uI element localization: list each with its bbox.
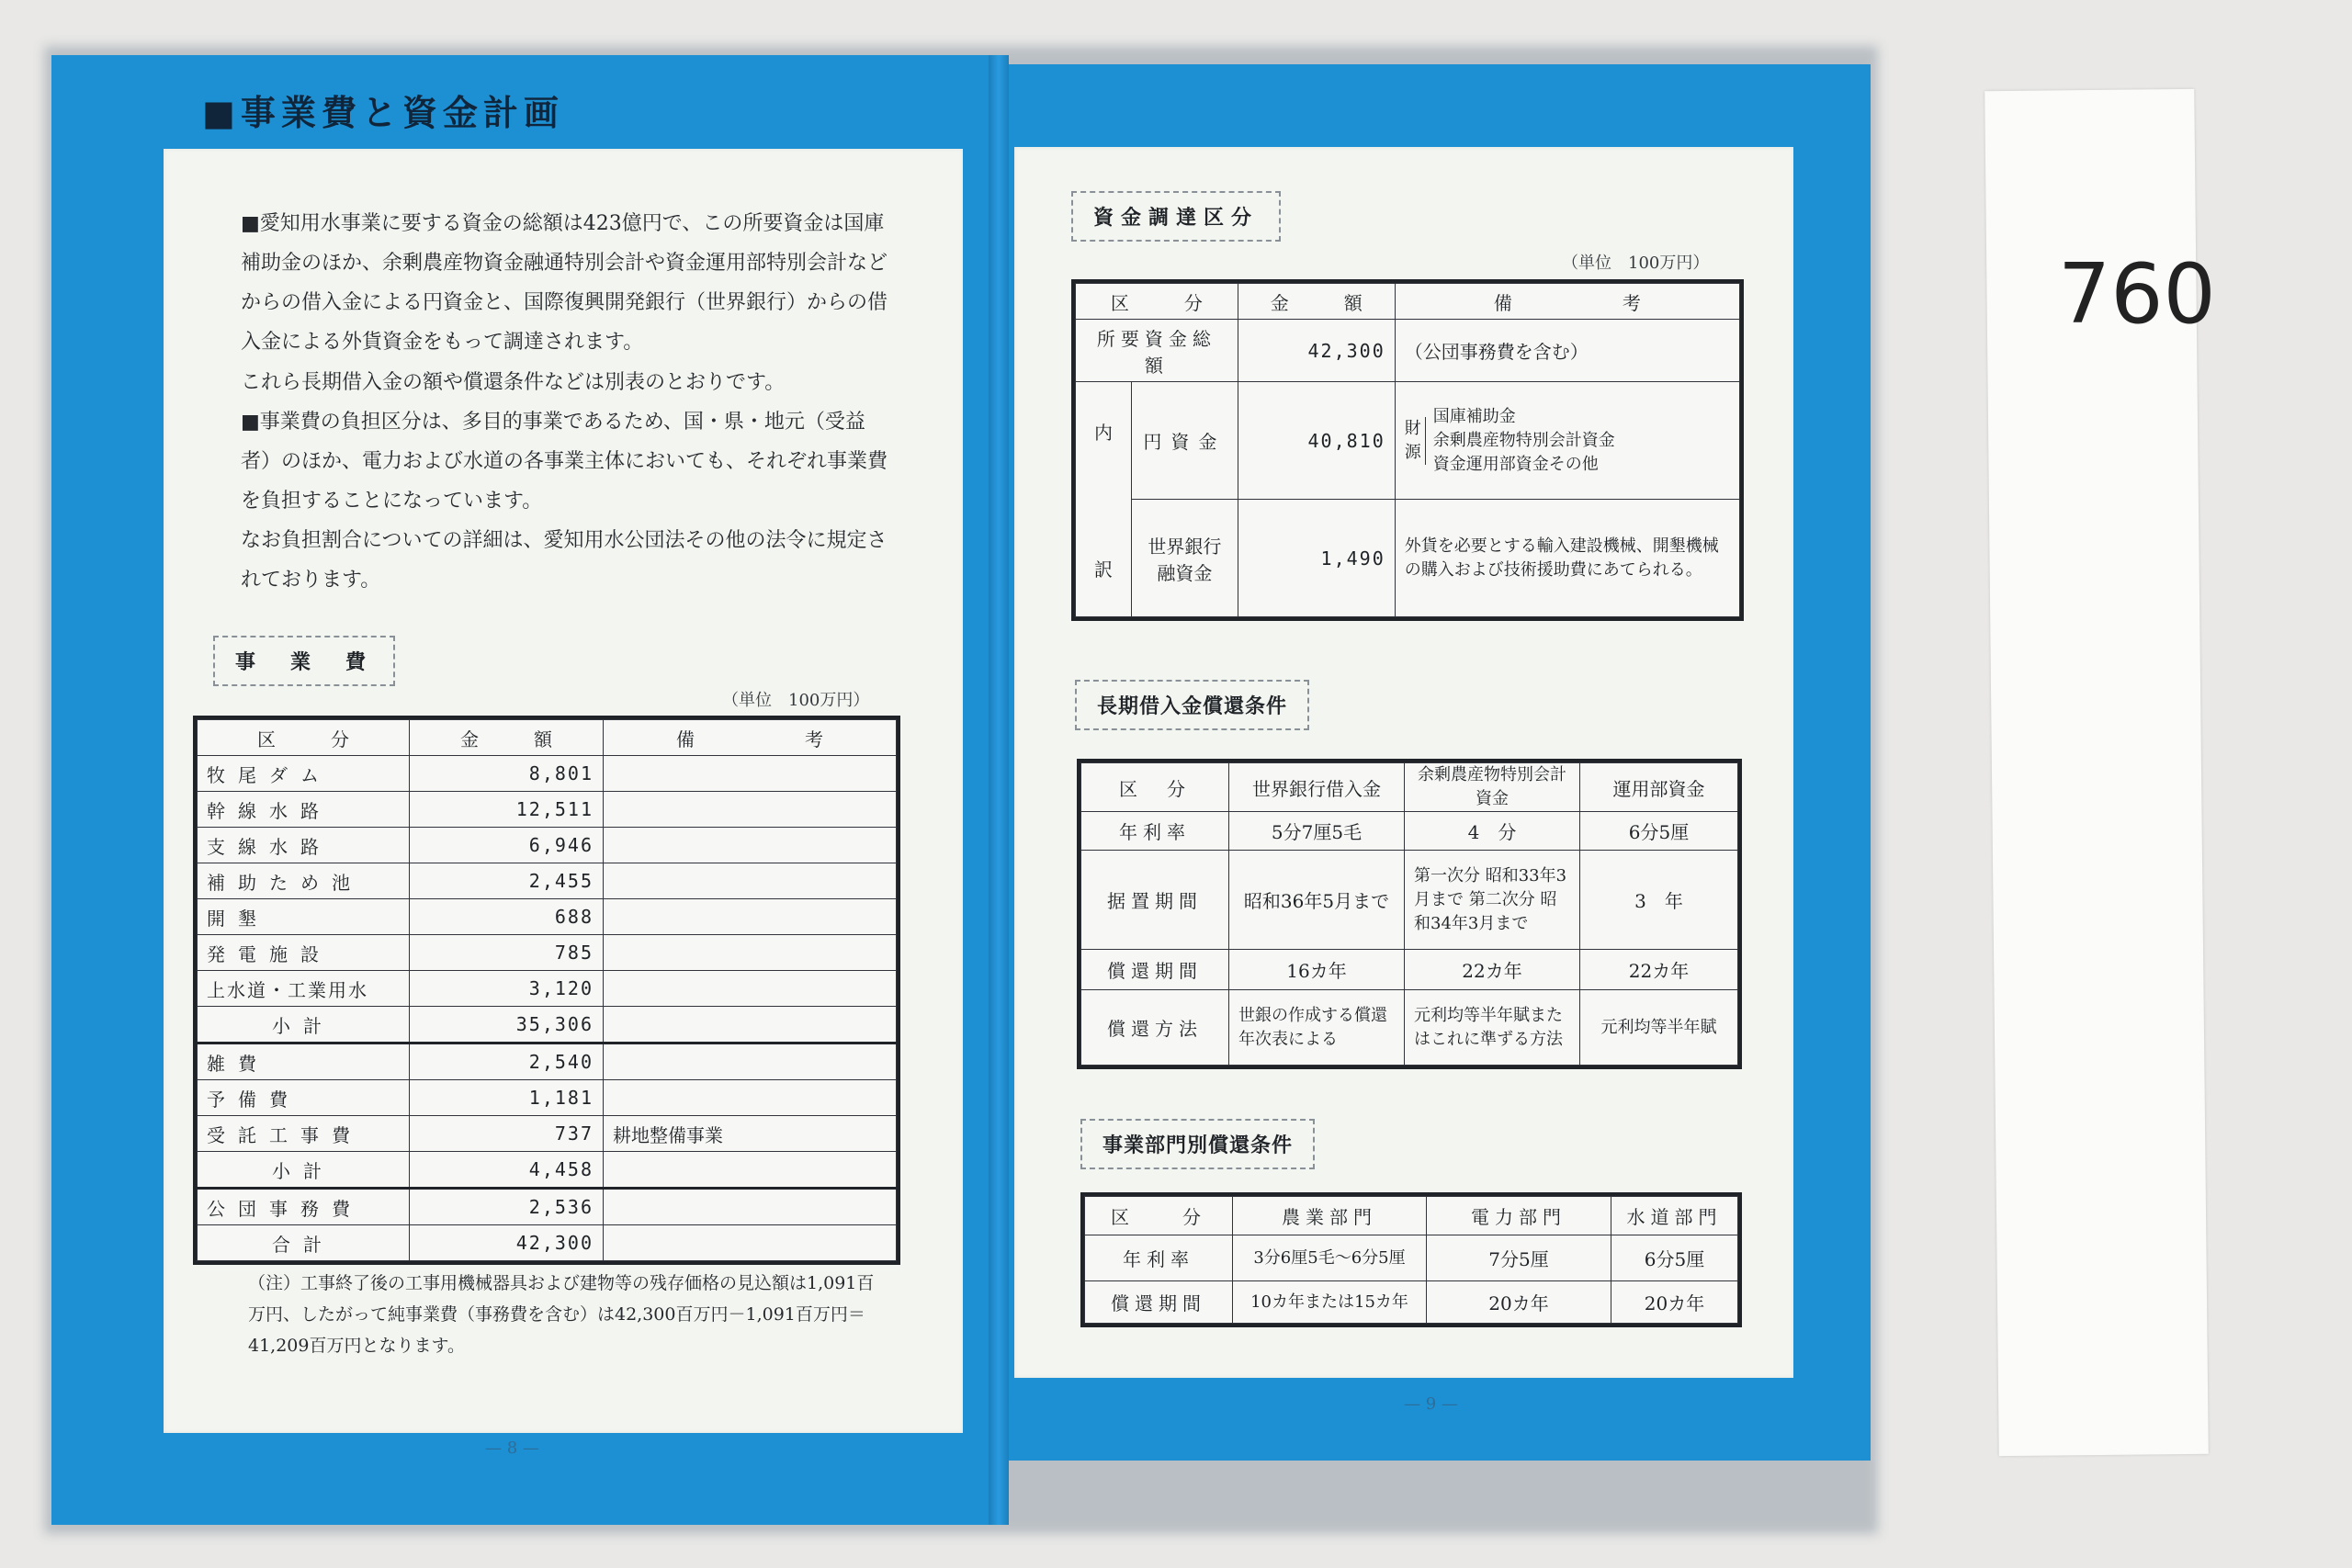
- row-name: 予備費: [198, 1080, 410, 1116]
- table-row: [198, 971, 897, 1007]
- row-amount: 35,306: [410, 1007, 604, 1043]
- table-row: [1081, 812, 1738, 851]
- header-cell: 区 分: [1081, 763, 1229, 812]
- row-cell: 4 分: [1405, 812, 1580, 851]
- row-cell: 6分5厘: [1611, 1235, 1738, 1281]
- row-amount: 1,181: [410, 1080, 604, 1116]
- row-name: 円資金: [1132, 382, 1238, 500]
- table-header-row: [1081, 763, 1738, 812]
- row-cell: 5分7厘5毛: [1229, 812, 1405, 851]
- table-row: [1076, 320, 1740, 382]
- paragraph-burden: ■事業費の負担区分は、多目的事業であるため、国・県・地元（受益者）のほか、電力および水道の各事業主体においても、それぞれ事業費を負担することになっています。: [241, 411, 888, 513]
- row-remark: [604, 863, 897, 899]
- row-name: 小計: [198, 1007, 410, 1043]
- breakdown-label-top: 内: [1094, 421, 1113, 444]
- row-remark: [604, 971, 897, 1007]
- loan-terms-table: [1080, 762, 1738, 1066]
- row-amount: 2,536: [410, 1189, 604, 1225]
- row-remark: [1395, 382, 1739, 500]
- row-cell: 22カ年: [1405, 950, 1580, 990]
- table-row: [198, 1080, 897, 1116]
- row-cell: 3 年: [1580, 851, 1738, 950]
- table-row: [1076, 382, 1740, 500]
- header-cell: 区 分: [1085, 1197, 1233, 1235]
- booklet-spine: [989, 55, 1009, 1525]
- row-name: 雑費: [198, 1043, 410, 1080]
- paragraph-ratio: なお負担割合についての詳細は、愛知用水公団法その他の法令に規定されております。: [241, 529, 888, 592]
- table-row: [1085, 1235, 1738, 1281]
- table-row: [198, 935, 897, 971]
- paragraph-table-ref: これら長期借入金の額や償還条件などは別表のとおりです。: [241, 371, 786, 394]
- paragraph-funding: ■愛知用水事業に要する資金の総額は423億円で、この所要資金は国庫補助金のほか、余剰農産物資金融通特別会計や資金運用部特別会計などからの借入金による円資金と、国際復興開発銀行（世界銀行）からの借入金による外貨資金をもって調達されます。: [241, 212, 888, 354]
- funding-label: 資金調達区分: [1071, 191, 1281, 242]
- row-remark: [604, 935, 897, 971]
- header-cell: 電力部門: [1427, 1197, 1611, 1235]
- row-cell: 第一次分 昭和33年3月まで 第二次分 昭和34年3月まで: [1405, 851, 1580, 950]
- row-remark: 外貨を必要とする輸入建設機械、開墾機械の購入および技術援助費にあてられる。: [1395, 500, 1739, 617]
- row-amount: 737: [410, 1116, 604, 1152]
- header-amount: 金 額: [1238, 284, 1395, 320]
- source-item: 余剰農産物特別会計資金: [1432, 430, 1615, 450]
- row-cell: 20カ年: [1427, 1281, 1611, 1324]
- row-amount: 785: [410, 935, 604, 971]
- table-row: [198, 1043, 897, 1080]
- table-row: [198, 899, 897, 935]
- row-remark: [604, 899, 897, 935]
- table-row: [198, 1189, 897, 1225]
- row-name: 小計: [198, 1152, 410, 1189]
- table-row: [198, 756, 897, 792]
- source-label: 財源: [1405, 417, 1426, 465]
- row-cell: 7分5厘: [1427, 1235, 1611, 1281]
- table-row: [1081, 851, 1738, 950]
- table-header-row: [1076, 284, 1740, 320]
- header-cell: 余剰農産物特別会計資金: [1405, 763, 1580, 812]
- row-name: 償還期間: [1085, 1281, 1233, 1324]
- row-amount: 4,458: [410, 1152, 604, 1189]
- row-name: 開墾: [198, 899, 410, 935]
- row-name: 年利率: [1085, 1235, 1233, 1281]
- row-remark: [604, 1225, 897, 1261]
- page-number-right: — 9 —: [1404, 1394, 1458, 1414]
- row-amount: 42,300: [1238, 320, 1395, 382]
- unit-label: （単位 100万円）: [722, 691, 870, 710]
- funding-table: [1075, 283, 1740, 617]
- row-name: 補助ため池: [198, 863, 410, 899]
- row-cell: 3分6厘5毛～6分5厘: [1233, 1235, 1427, 1281]
- row-cell: 世銀の作成する償還年次表による: [1229, 990, 1405, 1066]
- table-row: [198, 828, 897, 863]
- row-name: 受託工事費: [198, 1116, 410, 1152]
- row-remark: [604, 756, 897, 792]
- row-name: 年利率: [1081, 812, 1229, 851]
- row-name: 償還期間: [1081, 950, 1229, 990]
- row-amount: 8,801: [410, 756, 604, 792]
- header-cell: 世界銀行借入金: [1229, 763, 1405, 812]
- catalog-tag-number: 760: [2058, 246, 2216, 343]
- table-row: [1076, 500, 1740, 617]
- row-name: 世界銀行融資金: [1132, 500, 1238, 617]
- row-name: 支線水路: [198, 828, 410, 863]
- row-amount: 40,810: [1238, 382, 1395, 500]
- row-remark: 耕地整備事業: [604, 1116, 897, 1152]
- sector-terms-label: 事業部門別償還条件: [1080, 1119, 1315, 1169]
- row-name: 所要資金総額: [1076, 320, 1238, 382]
- table-row: [198, 792, 897, 828]
- row-remark: [604, 792, 897, 828]
- row-amount: 2,455: [410, 863, 604, 899]
- header-remark: 備 考: [1395, 284, 1739, 320]
- sector-terms-table: [1084, 1196, 1738, 1324]
- table-row: [1085, 1281, 1738, 1324]
- loan-terms-label: 長期借入金償還条件: [1075, 680, 1309, 730]
- row-cell: 6分5厘: [1580, 812, 1738, 851]
- header-cell: 運用部資金: [1580, 763, 1738, 812]
- subtotal-row: [198, 1007, 897, 1043]
- table-header-row: [198, 720, 897, 756]
- row-remark: [604, 1152, 897, 1189]
- row-name: 上水道・工業用水: [198, 971, 410, 1007]
- row-remark: [604, 1007, 897, 1043]
- breakdown-label: [1076, 382, 1132, 617]
- section-title: ■事業費と資金計画: [202, 93, 564, 133]
- project-cost-label: 事 業 費: [213, 636, 395, 686]
- row-name: 発電施設: [198, 935, 410, 971]
- source-item: 国庫補助金: [1432, 406, 1516, 426]
- row-remark: [604, 828, 897, 863]
- row-name: 幹線水路: [198, 792, 410, 828]
- row-remark: [604, 1080, 897, 1116]
- page-number-left: — 8 —: [485, 1438, 539, 1458]
- row-cell: 元利均等半年賦: [1580, 990, 1738, 1066]
- table-row: [1081, 990, 1738, 1066]
- row-amount: 688: [410, 899, 604, 935]
- row-remark: （公団事務費を含む）: [1395, 320, 1739, 382]
- row-name: 据置期間: [1081, 851, 1229, 950]
- row-cell: 10カ年または15カ年: [1233, 1281, 1427, 1324]
- table-row: [1081, 950, 1738, 990]
- header-remark: 備 考: [604, 720, 897, 756]
- row-amount: 42,300: [410, 1225, 604, 1261]
- row-cell: 20カ年: [1611, 1281, 1738, 1324]
- row-name: 公団事務費: [198, 1189, 410, 1225]
- row-amount: 3,120: [410, 971, 604, 1007]
- row-cell: 16カ年: [1229, 950, 1405, 990]
- header-cell: 水道部門: [1611, 1197, 1738, 1235]
- row-amount: 1,490: [1238, 500, 1395, 617]
- breakdown-label-bottom: 訳: [1094, 558, 1113, 581]
- project-cost-table: [197, 719, 897, 1261]
- header-cell: 農業部門: [1233, 1197, 1427, 1235]
- row-cell: 22カ年: [1580, 950, 1738, 990]
- header-category: 区 分: [198, 720, 410, 756]
- header-category: 区 分: [1076, 284, 1238, 320]
- row-name: 牧尾ダム: [198, 756, 410, 792]
- row-amount: 6,946: [410, 828, 604, 863]
- total-row: [198, 1225, 897, 1261]
- row-remark: [604, 1043, 897, 1080]
- row-cell: 元利均等半年賦またはこれに準ずる方法: [1405, 990, 1580, 1066]
- table-row: [198, 1116, 897, 1152]
- funding-unit-label: （単位 100万円）: [1562, 254, 1710, 273]
- row-amount: 2,540: [410, 1043, 604, 1080]
- header-amount: 金 額: [410, 720, 604, 756]
- row-remark: [604, 1189, 897, 1225]
- row-cell: 昭和36年5月まで: [1229, 851, 1405, 950]
- row-amount: 12,511: [410, 792, 604, 828]
- subtotal-row: [198, 1152, 897, 1189]
- footnote: （注）工事終了後の工事用機械器具および建物等の残存価格の見込額は1,091百万円、したがって純事業費（事務費を含む）は42,300百万円－1,091百万円＝41,209百万円となります。: [248, 1273, 875, 1356]
- row-name: 合計: [198, 1225, 410, 1261]
- source-item: 資金運用部資金その他: [1432, 454, 1599, 474]
- table-row: [198, 863, 897, 899]
- table-header-row: [1085, 1197, 1738, 1235]
- row-name: 償還方法: [1081, 990, 1229, 1066]
